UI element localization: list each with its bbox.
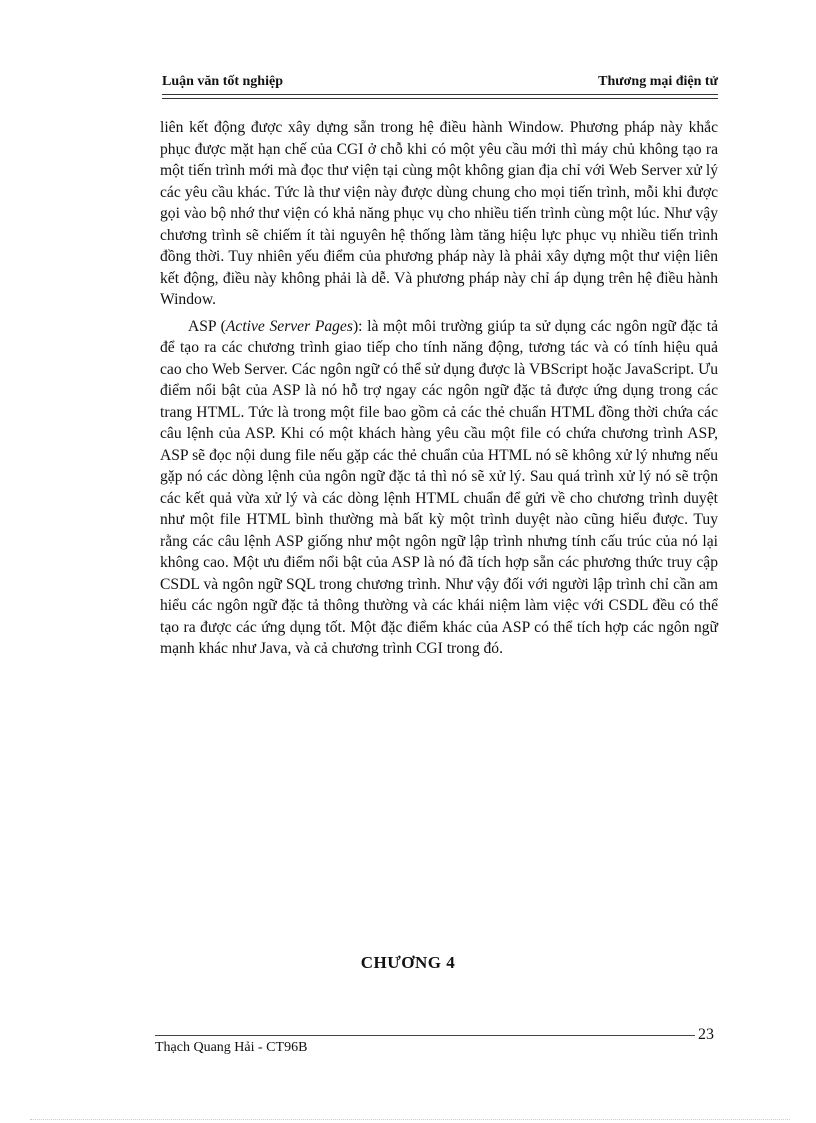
header-thesis-label: Luận văn tốt nghiệp [162, 74, 283, 89]
body-text [160, 117, 718, 660]
page-number: 23 [698, 1026, 714, 1043]
footer-rule [155, 1035, 695, 1036]
header-topic-label: Thương mại điện tử [598, 74, 718, 89]
asp-description: ): là một môi trường giúp ta sử dụng các ngôn ngữ đặc tả để tạo ra các chương trình giao tiếp cho tính năng động, tương tác và có tính hiệu quả cao cho Web Server. Các ngôn ngữ có thể sử dụng được là VBScript hoặc JavaScript. Ưu điểm nổi bật của ASP là nó hỗ trợ ngay các ngôn ngữ đặc tả được ứng dụng trong các trang HTML. Tức là trong một file bao gồm cả các thẻ chuẩn HTML đồng thời chứa các câu lệnh của ASP. Khi có một khách hàng yêu cầu một file có chứa chương trình ASP, ASP sẽ đọc nội dung file nếu gặp các thẻ chuẩn của HTML nó sẽ không xử lý nhưng nếu gặp nó các dòng lệnh của ngôn ngữ đặc tả thì nó sẽ xử lý. Sau quá trình xử lý nó sẽ trộn các kết quả vừa xử lý và các dòng lệnh HTML chuẩn để gửi về cho chương trình duyệt như một file HTML bình thường mà bất kỳ một trình duyệt nào cũng hiểu được. Tuy rằng các câu lệnh ASP giống như một ngôn ngữ lập trình nhưng tính cấu trúc của nó lại không cao. Một ưu điểm nổi bật của ASP là nó đã tích hợp sẵn các phương thức truy cập CSDL và ngôn ngữ SQL trong chương trình. Như vậy đối với người lập trình chỉ cần am hiểu các ngôn ngữ đặc tả thông thường và các khái niệm làm việc với CSDL đều có thể tạo ra được các ứng dụng tốt. Một đặc điểm khác của ASP có thể tích hợp các ngôn ngữ mạnh khác như Java, và cả chương trình CGI trong đó. [160, 317, 719, 657]
page-edge-dots [30, 1119, 790, 1120]
paragraph-asp [160, 316, 718, 660]
footer-author: Thạch Quang Hải - CT96B [155, 1040, 308, 1055]
paragraph-isapi: liên kết động được xây dựng sẵn trong hệ điều hành Window. Phương pháp này khắc phục được mặt hạn chế của CGI ở chỗ khi có một yêu cầu mới thì máy chủ không tạo ra một tiến trình mới mà đọc thư viện tại cùng một không gian địa chỉ với Web Server xử lý các yêu cầu khác. Tức là thư viện này được dùng chung cho mọi tiến trình, mỗi khi được gọi vào bộ nhớ thư viện có khả năng phục vụ cho nhiều tiến trình cùng một lúc. Như vậy chương trình sẽ chiếm ít tài nguyên hệ thống làm tăng hiệu lực phục vụ nhiều tiến trình đồng thời. Tuy nhiên yếu điểm của phương pháp này là phải xây dựng một thư viện liên kết động, điều này không phải là dễ. Và phương pháp này chỉ áp dụng trên hệ điều hành Window. [160, 119, 718, 308]
running-header [162, 74, 718, 96]
asp-term-italic: Active Server Pages [225, 317, 353, 335]
chapter-heading: CHƯƠNG 4 [360, 953, 456, 972]
header-rule [162, 94, 718, 95]
asp-lead: ASP ( [188, 317, 226, 335]
header-rule-double [162, 98, 718, 99]
